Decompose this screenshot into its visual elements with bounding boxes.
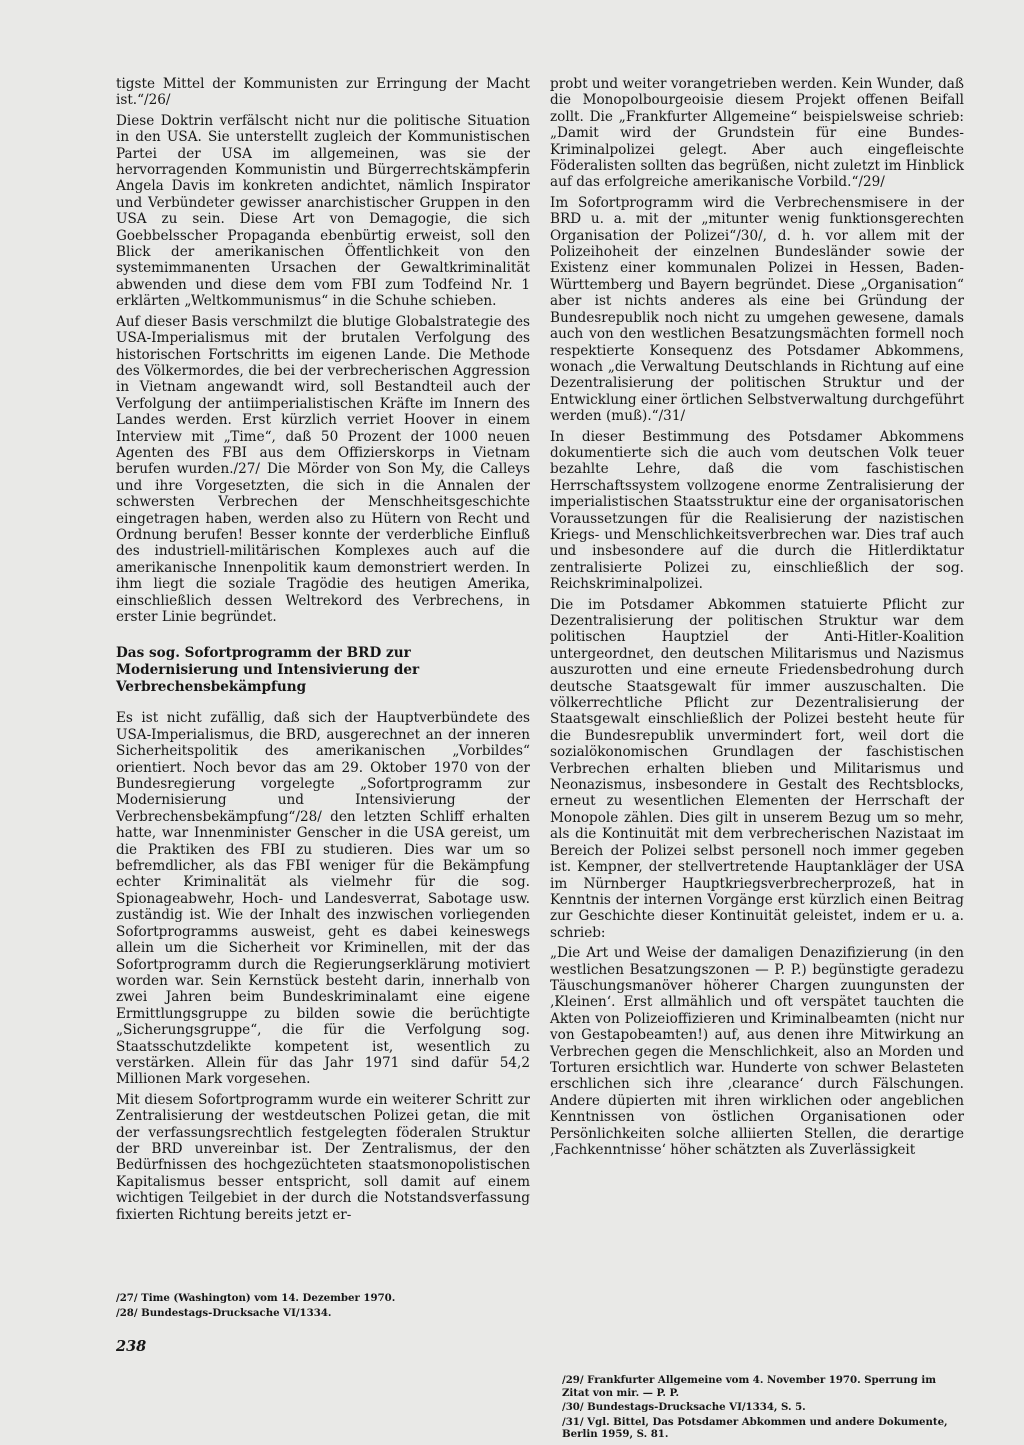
paragraph: Diese Doktrin verfälscht nicht nur die politische Situation in den USA. Sie unterstellt zugleich der Kommunistischen Partei der USA im allgemeinen, was sie der hervorragenden Kommunistin und Bürgerrechtskämpferin Angela Davis im konkreten andichtet, nämlich Inspirator und Verbündeter gewisser anarchistischer Gruppen in den USA zu sein. Diese Art von Demagogie, die sich Goebbelsscher Propaganda ebenbürtig erweist, soll den Blick der amerikanischen Öffentlichkeit von den systemimmanenten Ursachen der Gewaltkriminalität abwenden und diese dem vom FBI zum Todfeind Nr. 1 erklärten „Weltkommunismus“ in die Schuhe schieben. [116,112,530,310]
block-quote: „Die Art und Weise der damaligen Denazifizierung (in den westlichen Besatzungszonen — P. P.) begünstigte geradezu Täuschungsmanöver höherer Chargen zuungunsten der ‚Kleinen‘. Erst allmählich und oft verspätet tauchten die Akten von Polizeioffizieren und Kriminalbeamten (nicht nur von Gestapobeamten!) auf, aus denen ihre Mitwirkung an Verbrechen gegen die Menschlichkeit, also an Morden und Torturen ersichtlich war. Hunderte von schwer Belasteten erschlichen sich ihre ‚clearance‘ durch Fälschungen. Andere düpierten mit ihren wirklichen oder angeblichen Kenntnissen von östlichen Organisationen oder Persönlichkeiten solche alliierten Stellen, die derartige ‚Fachkenntnisse‘ höher schätzten als Zuverlässigkeit [550,945,964,1158]
left-footnotes [116,1292,530,1321]
page-number: 238 [116,1338,147,1355]
right-footnotes [562,1374,966,1443]
section-heading: Das sog. Sofortprogramm der BRD zur Modernisierung und Intensivierung der Verbrechensbekämpfung [116,645,420,696]
footnote: /30/ Bundestags-Drucksache VI/1334, S. 5. [562,1401,806,1414]
paragraph: Es ist nicht zufällig, daß sich der Hauptverbündete des USA-Imperialismus, die BRD, ausgerechnet an der inneren Sicherheitspolitik des amerikanischen „Vorbildes“ orientiert. Noch bevor das am 29. Oktober 1970 von der Bundesregierung vorgelegte „Sofortprogramm zur Modernisierung und Intensivierung der Verbrechensbekämpfung“/28/ den letzten Schliff erhalten hatte, war Innenminister Genscher in die USA gereist, um die Praktiken des FBI zu studieren. Dies war um so befremdlicher, als das FBI weniger für die Bekämpfung echter Kriminalität als vielmehr für die sog. Spionageabwehr, Hoch- und Landesverrat, Sabotage usw. zuständig ist. Wie der Inhalt des inzwischen vorliegenden Sofortprogramms ausweist, geht es dabei keineswegs allein um die Sicherheit vor Kriminellen, mit der das Sofortprogramm durch die Regierungserklärung motiviert worden war. Sein Kernstück besteht darin, innerhalb von zwei Jahren beim Bundeskriminalamt eine eigene Ermittlungsgruppe zu bilden sowie die berüchtigte „Sicherungsgruppe“, die für die Verfolgung sog. Staatsschutzdelikte kompetent ist, wesentlich zu verstärken. Allein für das Jahr 1971 sind dafür 54,2 Millionen Mark vorgesehen. [116,710,530,1088]
paragraph: probt und weiter vorangetrieben werden. Kein Wunder, daß die Monopolbourgeoisie diesem Projekt offenen Beifall zollt. Die „Frankfurter Allgemeine“ beispielsweise schrieb: „Damit wird der Grundstein für eine Bundes-Kriminalpolizei gelegt. Aber auch eingefleischte Föderalisten sollten das begrüßen, nicht zuletzt im Hinblick auf das erfolgreiche amerikanische Vorbild.“/29/ [550,76,964,191]
paragraph: Auf dieser Basis verschmilzt die blutige Globalstrategie des USA-Imperialismus mit der brutalen Verfolgung des historischen Fortschritts im eigenen Lande. Die Methode des Völkermordes, die bei der verbrecherischen Aggression in Vietnam angewandt wird, soll Bestandteil auch der Verfolgung der antiimperialistischen Kräfte im Innern des Landes werden. Erst kürzlich verriet Hoover in einem Interview mit „Time“, daß 50 Prozent der 1000 neuen Agenten des FBI aus dem Offizierskorps in Vietnam berufen wurden./27/ Die Mörder von Son My, die Calleys und ihre Vorgesetzten, die sich in die Annalen der schwersten Verbrechen der Menschheitsgeschichte eingetragen haben, werden also zu Hütern von Recht und Ordnung berufen! Besser konnte der verderbliche Einfluß des industriell-militärischen Komplexes auch auf die amerikanische Innenpolitik kaum demonstriert werden. In ihm liegt die soziale Tragödie des heutigen Amerika, einschließlich dessen Weltrekord des Verbrechens, in erster Linie begründet. [116,313,530,625]
footnote: /31/ Vgl. Bittel, Das Potsdamer Abkommen und andere Dokumente, Berlin 1959, S. 81. [562,1415,948,1441]
paragraph: tigste Mittel der Kommunisten zur Erringung der Macht ist.“/26/ [116,76,530,109]
paragraph: In dieser Bestimmung des Potsdamer Abkommens dokumentierte sich die auch vom deutschen Volk teuer bezahlte Lehre, daß die vom faschistischen Herrschaftssystem vollzogene enorme Zentralisierung der imperialistischen Staatsstruktur eine der organisatorischen Voraussetzungen für die Realisierung der nazistischen Kriegs- und Menschlichkeitsverbrechen war. Dies traf auch und insbesondere auf die durch die Hitlerdiktatur zentralisierte Polizei zu, einschließlich der sog. Reichskriminalpolizei. [550,428,964,593]
footnote: /28/ Bundestags-Drucksache VI/1334. [116,1306,332,1319]
footnote: /29/ Frankfurter Allgemeine vom 4. November 1970. Sperrung im Zitat von mir. — P. P. [562,1374,937,1399]
footnote: /27/ Time (Washington) vom 14. Dezember 1970. [116,1292,396,1304]
paragraph: Im Sofortprogramm wird die Verbrechensmisere in der BRD u. a. mit der „mitunter wenig funktionsgerechten Organisation der Polizei“/30/, d. h. vor allem mit der Polizeihoheit der einzelnen Bundesländer sowie der Existenz einer kommunalen Polizei in Hessen, Baden-Württemberg und Bayern begründet. Diese „Organisation“ aber ist nichts anderes als eine bei Gründung der Bundesrepublik noch nicht zu umgehen gewesene, damals auch von den westlichen Besatzungsmächten formell noch respektierte Konsequenz des Potsdamer Abkommens, wonach „die Verwaltung Deutschlands in Richtung auf eine Dezentralisierung der politischen Struktur und der Entwicklung einer örtlichen Selbstverwaltung durchgeführt werden (muß).“/31/ [550,194,964,425]
right-column [550,76,964,1162]
paragraph: Mit diesem Sofortprogramm wurde ein weiterer Schritt zur Zentralisierung der westdeutschen Polizei getan, die mit der verfassungsrechtlich festgelegten föderalen Struktur der BRD unvereinbar ist. Der Zentralismus, der den Bedürfnissen des hochgezüchteten staatsmonopolistischen Kapitalismus besser entspricht, soll damit auf einem wichtigen Teilgebiet in der durch die Notstandsverfassung fixierten Richtung bereits jetzt er- [116,1091,530,1223]
left-column [116,76,530,1227]
paragraph: Die im Potsdamer Abkommen statuierte Pflicht zur Dezentralisierung der politischen Struktur war dem politischen Hauptziel der Anti-Hitler-Koalition untergeordnet, den deutschen Militarismus und Nazismus auszurotten und eine erneute Friedensbedrohung durch deutsche Staatsgewalt für immer auszuschalten. Die völkerrechtliche Pflicht zur Dezentralisierung der Staatsgewalt einschließlich der Polizei besteht heute für die Bundesrepublik unvermindert fort, weil dort die sozialökonomischen Grundlagen der faschistischen Verbrechen erhalten blieben und Militarismus und Neonazismus, insbesondere in Gestalt des Rechtsblocks, erneut zu wesentlichen Elementen der Herrschaft der Monopole zählen. Dies gilt in unserem Bezug um so mehr, als die Kontinuität mit dem verbrecherischen Nazistaat im Bereich der Polizei selbst personell noch immer gegeben ist. Kempner, der stellvertretende Hauptankläger der USA im Nürnberger Hauptkriegsverbrecherprozeß, hat in Kenntnis der internen Vorgänge erst kürzlich einen Beitrag zur Geschichte dieser Kontinuität geleistet, indem er u. a. schrieb: [550,596,964,941]
